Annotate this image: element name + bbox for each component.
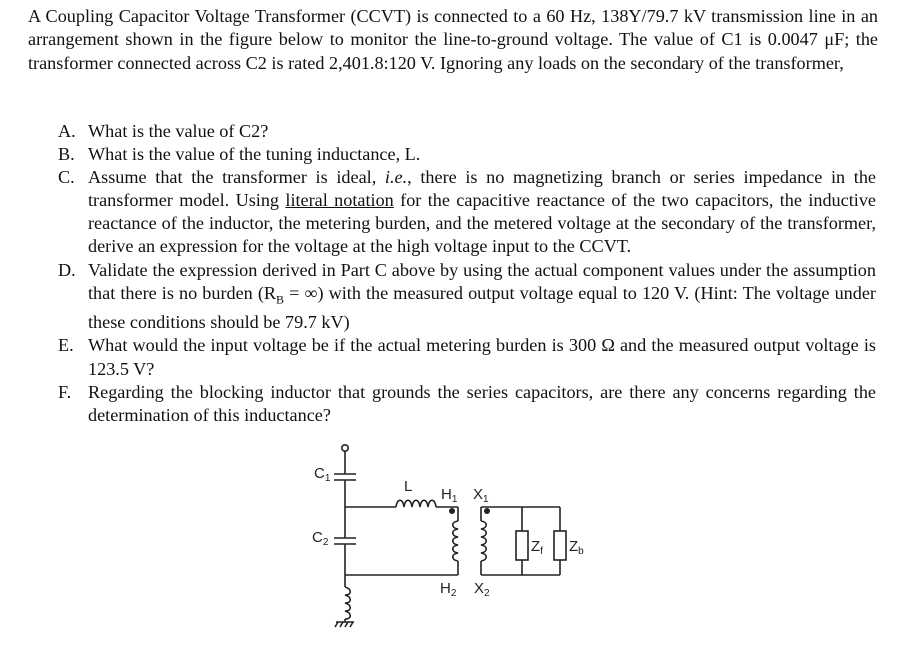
tuning-inductor-symbol <box>396 500 436 507</box>
subscript: B <box>276 292 285 307</box>
polarity-dot-x1 <box>484 508 490 514</box>
line-terminal <box>342 445 348 451</box>
transformer-primary-winding <box>453 521 458 561</box>
label-c2: $C_2$ <box>312 529 329 548</box>
polarity-dot-h1 <box>449 508 455 514</box>
label-h1: $H_1$ <box>441 486 458 505</box>
capacitor-c2-symbol <box>334 538 356 544</box>
question-text-part: = ∞) with the measured output voltage equal to 120 V. (Hint: The voltage under these conditions should be 79.7 kV) <box>88 282 876 333</box>
impedance-zf-symbol <box>516 531 528 560</box>
label-h2: $H_2$ <box>440 580 457 599</box>
impedance-zb-symbol <box>554 531 566 560</box>
transformer-secondary-winding <box>481 521 486 561</box>
label-x1: $X_1$ <box>473 486 489 505</box>
question-text: What is the value of the tuning inductance, L. <box>88 144 421 165</box>
ground-symbol <box>335 622 354 627</box>
question-letter: C. <box>58 167 75 188</box>
question-letter: B. <box>58 144 75 165</box>
question-letter: D. <box>58 259 76 280</box>
capacitor-c1-symbol <box>334 474 356 480</box>
question-text-part: for the capacitive reactance of the two capacitors, the inductive reactance of the inductor, the metering burden, and the metered voltage at the secondary of the transformer, derive an expression for the voltage at the high voltage input to the CCVT. <box>88 190 876 257</box>
question-letter: E. <box>58 335 74 356</box>
question-italic-text: i.e. <box>384 167 408 188</box>
question-text-part: , there is no magnetizing branch or series impedance in the transformer model. Using <box>88 167 876 211</box>
question-letter: A. <box>58 121 76 141</box>
question-text: Regarding the blocking inductor that grounds the series capacitors, are there any concerns regarding the determination of this inductance? <box>88 381 876 425</box>
question-text: What would the input voltage be if the actual metering burden is 300 Ω and the measured output voltage is 123.5 V? <box>88 335 876 379</box>
label-c1: $C_1$ <box>314 465 331 484</box>
blocking-inductor-symbol <box>345 587 350 619</box>
question-text-part: Assume that the transformer is ideal, <box>88 167 385 188</box>
label-zb: $Z_b$ <box>569 538 584 557</box>
question-letter: F. <box>58 381 72 402</box>
problem-intro: A Coupling Capacitor Voltage Transformer (CCVT) is connected to a 60 Hz, 138Y/79.7 kV transmission line in an arrangement shown in the figure below to monitor the line-to-ground voltage. The value of C1 is 0.0047 μF; the transformer connected across C2 is rated 2,401.8:120 V. Ignoring any loads on the secondary of the transformer, <box>28 6 878 73</box>
question-text: What is the value of C2? <box>88 121 269 141</box>
literal-notation-underlined: literal notation <box>285 190 394 211</box>
label-x2: $X_2$ <box>474 580 490 599</box>
label-zf: $Z_f$ <box>531 538 543 557</box>
question-text-part: Validate the expression derived in Part C above by using the actual component values under the assumption that there is no burden (R <box>88 259 876 303</box>
label-l: L <box>404 478 413 495</box>
